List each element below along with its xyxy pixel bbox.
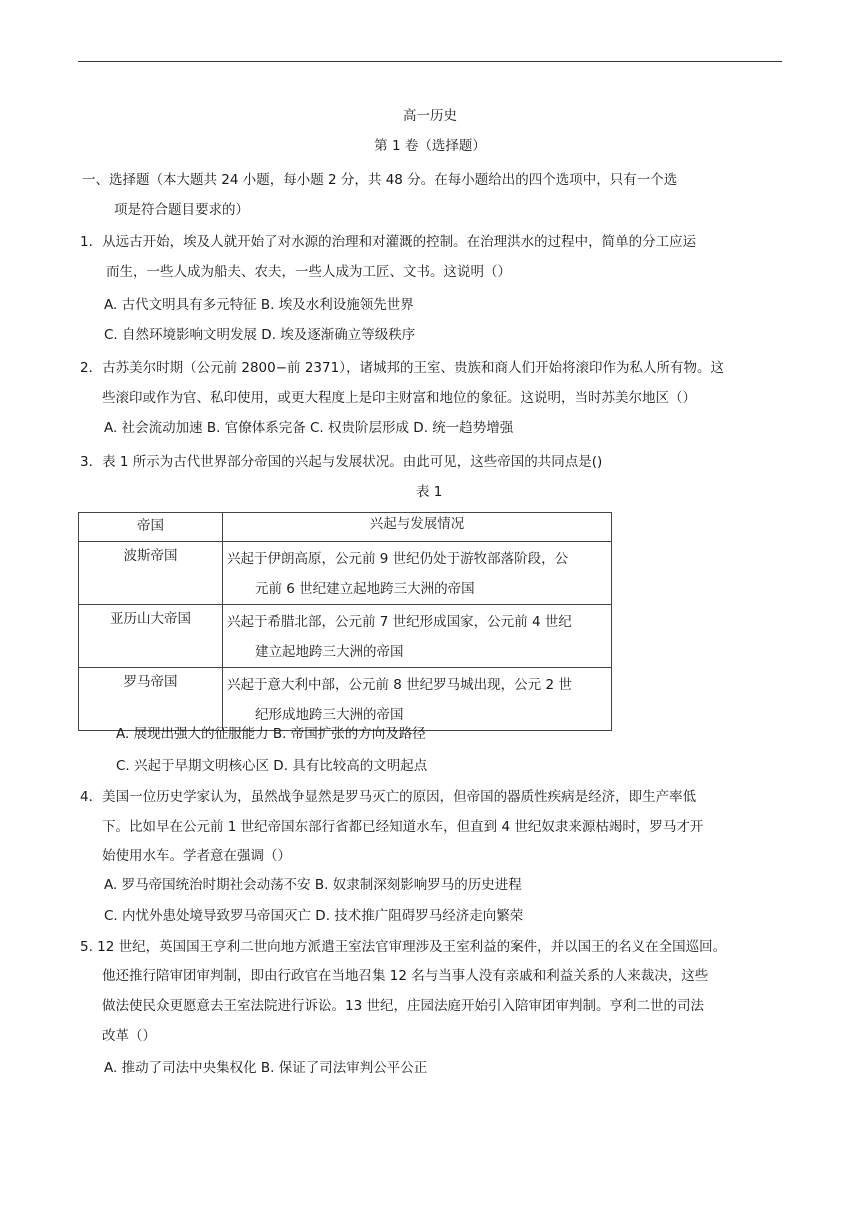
question-1-line-2: 而生，一些人成为船夫、农夫，一些人成为工匠、文书。这说明（） (106, 264, 511, 280)
question-4-line-3: 始使用水车。学者意在强调（） (102, 848, 291, 864)
table-row (79, 542, 612, 605)
question-4-options-cd: C. 内忧外患处境导致罗马帝国灭亡 D. 技术推广阻碍罗马经济走向繁荣 (104, 908, 524, 924)
table-cell-line: 纪形成地跨三大洲的帝国 (255, 707, 404, 723)
table-cell-empire: 罗马帝国 (79, 668, 223, 731)
question-1-options-ab: A. 古代文明具有多元特征 B. 埃及水利设施领先世界 (104, 297, 414, 313)
table-cell-line: 元前 6 世纪建立起地跨三大洲的帝国 (255, 581, 475, 597)
question-1-options-cd: C. 自然环境影响文明发展 D. 埃及逐渐确立等级秩序 (104, 327, 416, 343)
question-5-line-4: 改革（） (102, 1028, 156, 1044)
table-cell-line: 兴起于希腊北部，公元前 7 世纪形成国家，公元前 4 世纪 (227, 614, 572, 630)
table-header-empire: 帝国 (79, 513, 223, 542)
table-cell-line: 兴起于意大利中部，公元前 8 世纪罗马城出现，公元 2 世 (227, 677, 572, 693)
question-3-line-1: 3．表 1 所示为古代世界部分帝国的兴起与发展状况。由此可见，这些帝国的共同点是() (80, 454, 603, 470)
table-cell-development (223, 542, 612, 605)
table-header-development: 兴起与发展情况 (223, 513, 612, 542)
question-4-line-2: 下。比如早在公元前 1 世纪帝国东部行省都已经知道水车，但直到 4 世纪奴隶来源枯竭时，罗马才开 (102, 819, 704, 835)
table-row (79, 668, 612, 731)
table-cell-development (223, 605, 612, 668)
question-2-line-1: 2．古苏美尔时期（公元前 2800−前 2371），诸城邦的王室、贵族和商人们开始将滚印作为私人所有物。这 (80, 360, 724, 376)
table-caption: 表 1 (416, 484, 443, 500)
question-2-line-2: 些滚印或作为官、私印使用，或更大程度上是印主财富和地位的象征。这说明，当时苏美尔地区（） (102, 390, 696, 406)
question-5-line-1: 5. 12 世纪，英国国王亨利二世向地方派遣王室法官审理涉及王室利益的案件，并以国王的名义在全国巡回。 (80, 939, 727, 955)
table-cell-empire: 波斯帝国 (79, 542, 223, 605)
question-5-options-ab: A. 推动了司法中央集权化 B. 保证了司法审判公平公正 (104, 1060, 428, 1076)
page-subtitle: 第 1 卷（选择题） (374, 138, 486, 154)
section-heading-cont: 项是符合题目要求的） (114, 202, 249, 218)
page-title: 高一历史 (403, 108, 457, 124)
question-4-options-ab: A. 罗马帝国统治时期社会动荡不安 B. 奴隶制深刻影响罗马的历史进程 (104, 877, 522, 893)
question-1-line-1: 1．从远古开始，埃及人就开始了对水源的治理和对灌溉的控制。在治理洪水的过程中，简单的分工应运 (80, 234, 697, 250)
question-4-line-1: 4．美国一位历史学家认为，虽然战争显然是罗马灭亡的原因，但帝国的器质性疾病是经济，即生产率低 (80, 789, 697, 805)
question-5-line-2: 他还推行陪审团审判制，即由行政官在当地召集 12 名与当事人没有亲戚和利益关系的人来裁决，这些 (102, 968, 709, 984)
question-3-options-ab: A. 展现出强大的征服能力 B. 帝国扩张的方向及路径 (116, 726, 426, 742)
table-cell-development (223, 668, 612, 731)
question-5-line-3: 做法使民众更愿意去王室法院进行诉讼。13 世纪，庄园法庭开始引入陪审团审判制。亨利二世的司法 (102, 998, 704, 1014)
question-3-options-cd: C. 兴起于早期文明核心区 D. 具有比较高的文明起点 (116, 758, 428, 774)
table-cell-line: 兴起于伊朗高原，公元前 9 世纪仍处于游牧部落阶段，公 (227, 551, 569, 567)
section-heading: 一、选择题（本大题共 24 小题，每小题 2 分，共 48 分。在每小题给出的四个选项中，只有一个选 (82, 172, 678, 188)
header-rule (78, 61, 782, 62)
table-header-row (79, 513, 612, 542)
question-2-options: A. 社会流动加速 B. 官僚体系完备 C. 权贵阶层形成 D. 统一趋势增强 (104, 420, 514, 436)
table-row (79, 605, 612, 668)
empire-table (78, 512, 612, 731)
table-cell-empire: 亚历山大帝国 (79, 605, 223, 668)
table-cell-line: 建立起地跨三大洲的帝国 (255, 644, 404, 660)
